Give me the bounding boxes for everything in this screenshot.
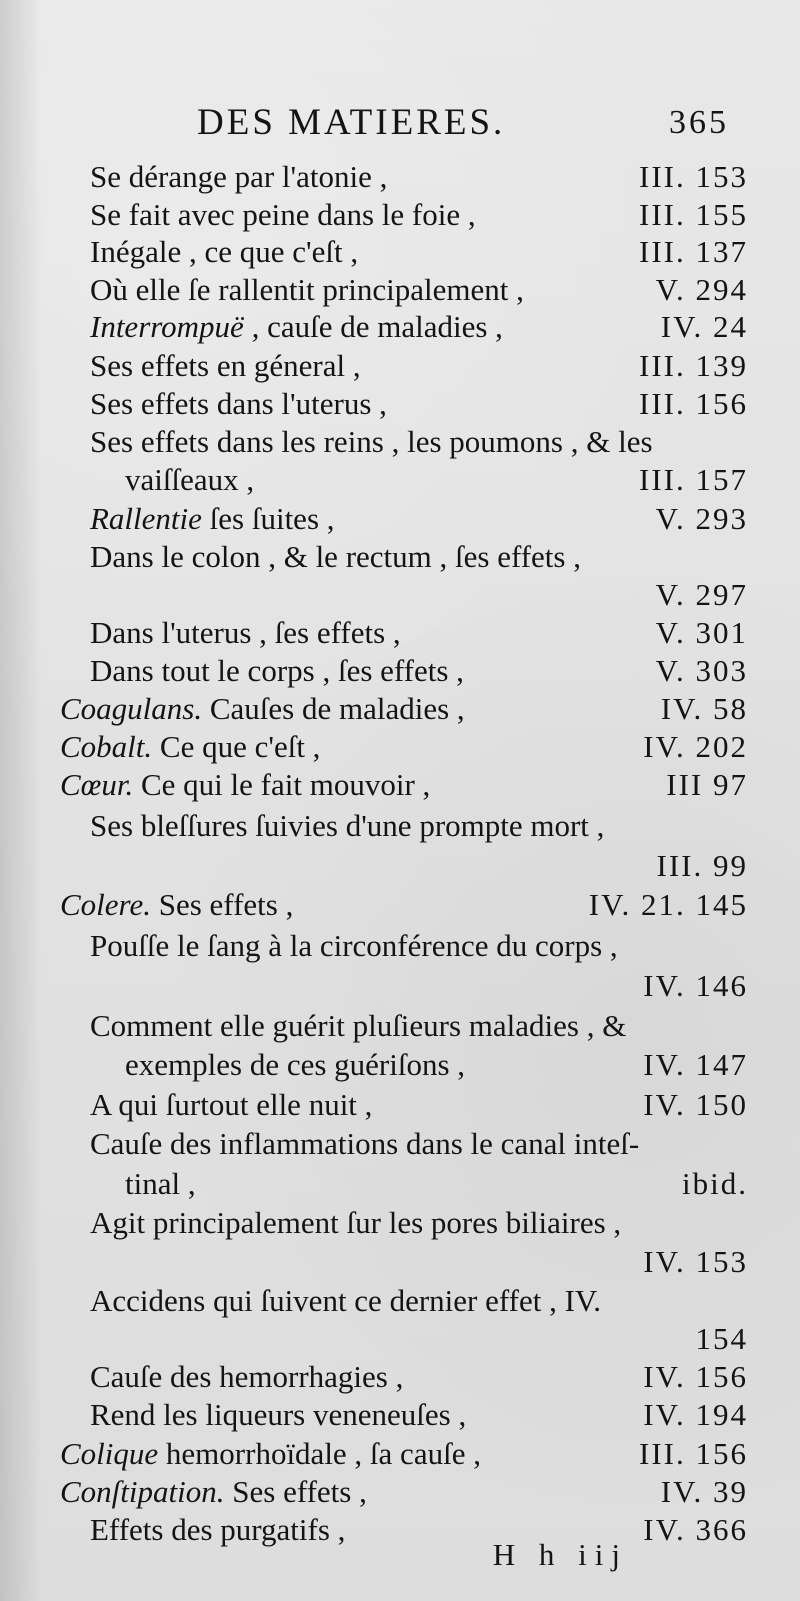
index-text (60, 727, 320, 767)
index-text (125, 1164, 196, 1204)
index-line (0, 1510, 800, 1550)
index-head: Conſtipation. (60, 1474, 225, 1509)
index-text (90, 1085, 372, 1125)
index-body: cauſe de maladies , (259, 309, 503, 344)
index-body: Où elle ſe rallentit principalement , (90, 272, 524, 307)
index-head: Cobalt. (60, 729, 153, 764)
index-body: Cauſes de maladies , (202, 691, 465, 726)
index-body: Dans l'uterus , ſes effets , (90, 615, 401, 650)
index-body: Ses bleſſures ſuivies d'une prompte mort , (90, 808, 605, 843)
index-text (60, 1472, 367, 1512)
index-body: Ses effets , (224, 1474, 367, 1509)
index-text (90, 384, 387, 424)
index-text (90, 926, 618, 966)
index-line (0, 765, 800, 805)
index-line (0, 806, 800, 846)
index-line (0, 885, 800, 925)
index-line (0, 727, 800, 767)
index-reference: IV. 147 (643, 1047, 748, 1082)
index-reference: IV. 39 (660, 1474, 748, 1509)
index-reference: IV. 146 (643, 968, 748, 1003)
index-text (125, 1045, 465, 1085)
index-reference: III. 153 (639, 159, 748, 194)
index-line (0, 651, 800, 691)
index-text (90, 346, 361, 386)
index-reference: V. 297 (655, 577, 748, 612)
index-line (0, 346, 800, 386)
index-text (60, 1434, 481, 1474)
index-body: Inégale , ce que c'eſt , (90, 234, 359, 269)
index-text (60, 689, 465, 729)
index-body: exemples de ces guériſons , (125, 1047, 466, 1082)
index-text (90, 651, 464, 691)
index-line (0, 1085, 800, 1125)
index-text (90, 1357, 403, 1397)
page-number: 365 (669, 104, 729, 141)
index-body: ſes ſuites , (201, 501, 335, 536)
index-line (0, 499, 800, 539)
index-reference: IV. 58 (660, 691, 748, 726)
index-text (90, 422, 653, 462)
index-text (90, 270, 524, 310)
index-reference: 154 (695, 1321, 748, 1356)
index-body: Pouſſe le ſang à la circonférence du corps , (90, 928, 618, 963)
index-line (0, 1242, 800, 1282)
index-line (0, 1203, 800, 1243)
index-line (0, 1124, 800, 1164)
index-line (0, 384, 800, 424)
index-body: Ce que c'eſt , (152, 729, 321, 764)
index-reference: IV. 366 (643, 1512, 748, 1547)
index-body: Ses effets , (150, 887, 294, 922)
index-reference: III. 137 (639, 234, 748, 269)
index-line (0, 270, 800, 310)
index-line (0, 1006, 800, 1046)
index-line (0, 537, 800, 577)
index-line (0, 613, 800, 653)
index-reference: III. 139 (639, 348, 748, 383)
index-body: Rend les liqueurs veneneuſes , (90, 1397, 467, 1432)
index-text (90, 195, 476, 235)
page-title: DES MATIERES. (197, 102, 506, 143)
index-body: Dans le colon , & le rectum , ſes effets , (90, 539, 581, 574)
index-text (90, 1203, 621, 1243)
index-text (90, 307, 503, 347)
index-line (0, 157, 800, 197)
index-body: tinal , (125, 1166, 196, 1201)
index-line (0, 1434, 800, 1474)
index-head: Colere. (60, 887, 151, 922)
index-line (0, 307, 800, 347)
index-reference: V. 293 (655, 501, 748, 536)
index-reference: V. 294 (655, 272, 748, 307)
index-reference: IV. 24 (660, 309, 748, 344)
index-line (0, 1164, 800, 1204)
index-head: Interrompuë , (90, 309, 260, 344)
printer-signature: H h iij (492, 1537, 628, 1572)
index-body: Se dérange par l'atonie , (90, 159, 388, 194)
index-reference: IV. 194 (643, 1397, 748, 1432)
index-line (0, 966, 800, 1006)
index-text (90, 1281, 601, 1321)
index-text (90, 157, 387, 197)
index-reference: IV. 21. 145 (588, 887, 748, 922)
index-body: Cauſe des inflammations dans le canal inteſ- (90, 1126, 640, 1161)
index-text (60, 765, 430, 805)
index-head: Colique (60, 1436, 159, 1471)
index-line (0, 926, 800, 966)
index-head: Coagulans. (60, 691, 203, 726)
index-body: Comment elle guérit pluſieurs maladies , & (90, 1008, 627, 1043)
index-reference: III 97 (666, 767, 748, 802)
index-body: hemorrhoïdale , ſa cauſe , (158, 1436, 481, 1471)
index-line (0, 846, 800, 886)
index-reference: III. 156 (639, 386, 748, 421)
index-text (90, 1006, 626, 1046)
index-line (0, 689, 800, 729)
index-line (0, 422, 800, 462)
index-head: Cœur. (60, 767, 134, 802)
index-reference: ibid. (682, 1166, 748, 1201)
index-body: Se fait avec peine dans le foie , (90, 197, 476, 232)
index-line (0, 460, 800, 500)
index-text (60, 885, 293, 925)
index-text (90, 1510, 345, 1550)
index-body: Ses effets dans l'uterus , (90, 386, 387, 421)
index-reference: III. 157 (639, 462, 748, 497)
index-reference: IV. 156 (643, 1359, 748, 1394)
index-text (90, 232, 358, 272)
index-body: Ce qui le fait mouvoir , (133, 767, 431, 802)
index-line (0, 195, 800, 235)
index-text (125, 460, 254, 500)
index-line (0, 575, 800, 615)
index-reference: IV. 202 (643, 729, 748, 764)
index-body: Cauſe des hemorrhagies , (90, 1359, 404, 1394)
index-reference: III. 155 (639, 197, 748, 232)
index-text (90, 499, 335, 539)
index-reference: V. 303 (655, 653, 748, 688)
index-line (0, 1395, 800, 1435)
index-body: Accidens qui ſuivent ce dernier effet , IV. (90, 1283, 602, 1318)
index-body: Dans tout le corps , ſes effets , (90, 653, 464, 688)
index-line (0, 1357, 800, 1397)
index-head: Rallentie (90, 501, 202, 536)
index-text (90, 806, 604, 846)
index-line (0, 1319, 800, 1359)
index-body: Agit principalement ſur les pores biliaires , (90, 1205, 622, 1240)
index-body: Ses effets en géneral , (90, 348, 361, 383)
index-body: A qui ſurtout elle nuit , (90, 1087, 373, 1122)
index-body: vaiſſeaux , (125, 462, 255, 497)
index-line (0, 1472, 800, 1512)
index-reference: III. 99 (656, 848, 748, 883)
index-line (0, 232, 800, 272)
index-body: Ses effets dans les reins , les poumons , & les (90, 424, 653, 459)
index-text (90, 1124, 639, 1164)
index-line (0, 1281, 800, 1321)
index-line (0, 1045, 800, 1085)
index-reference: IV. 150 (643, 1087, 748, 1122)
index-text (90, 537, 581, 577)
index-text (90, 1395, 466, 1435)
index-text (90, 613, 401, 653)
index-reference: V. 301 (655, 615, 748, 650)
index-body: Effets des purgatifs , (90, 1512, 346, 1547)
index-reference: IV. 153 (643, 1244, 748, 1279)
index-reference: III. 156 (639, 1436, 748, 1471)
